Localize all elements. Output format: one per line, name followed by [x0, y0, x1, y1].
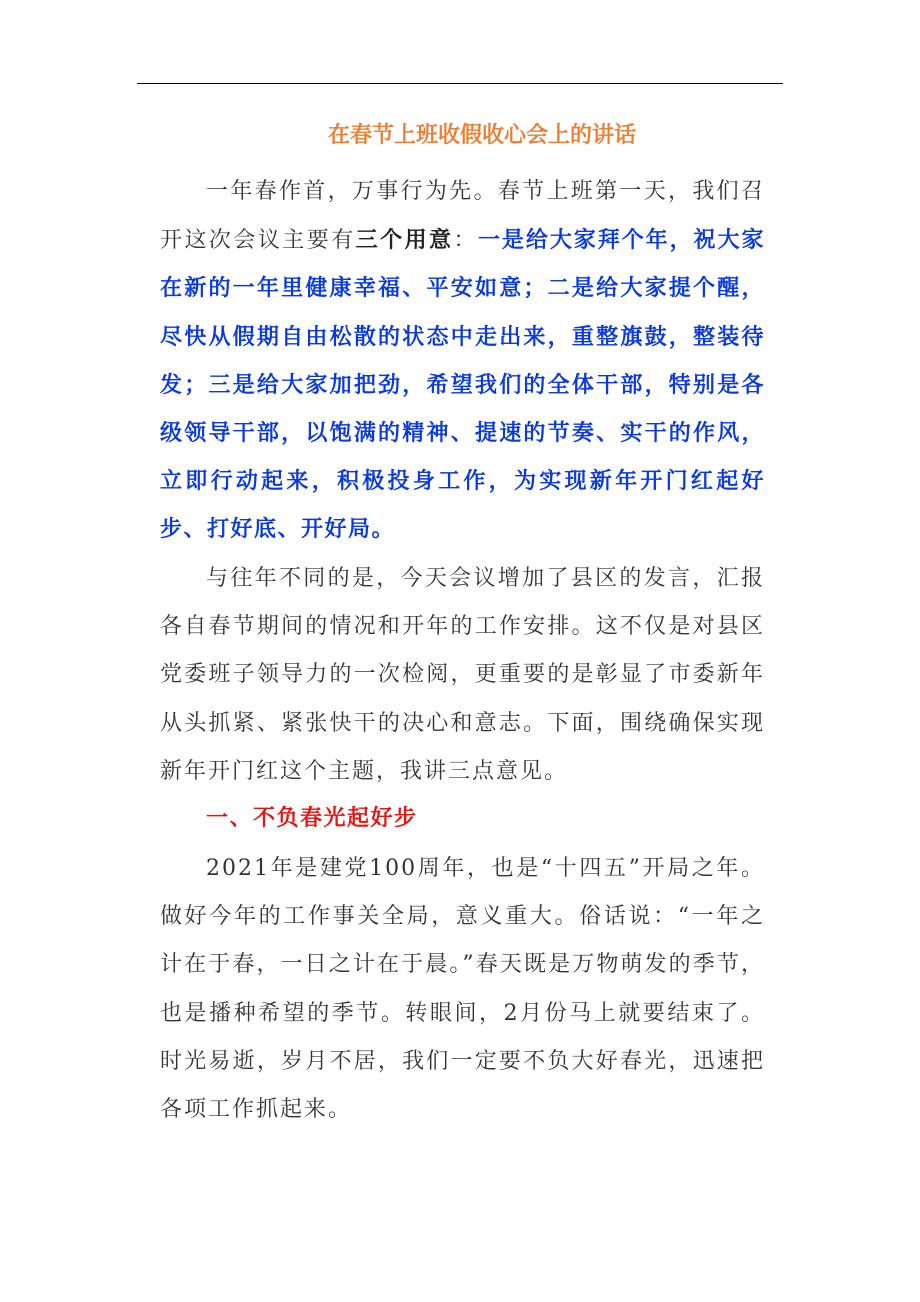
paragraph-meeting: 与往年不同的是，今天会议增加了县区的发言，汇报各自春节期间的情况和开年的工作安排。这不仅是对县区党委班子领导力的一次检阅，更重要的是彰显了市委新年从头抓紧、紧张快干的决心和意志。下面，围绕确保实现新年开门红这个主题，我讲三点意见。: [160, 566, 765, 784]
intro-text: 一年春作首，万事行为先。春节上班第一天，我们召开这次会议主要有: [160, 179, 765, 254]
intro-colon: ：: [453, 228, 478, 254]
purposes-highlight: 一是给大家拜个年，祝大家在新的一年里健康幸福、平安如意；二是给大家提个醒，尽快从假期自由松散的状态中走出来，重整旗鼓，整装待发；三是给大家加把劲，希望我们的全体干部，特别是各级领导干部，以饱满的精神、提速的节奏、实干的作风，立即行动起来，积极投身工作，为实现新年开门红起好步、打好底、开好局。: [160, 228, 765, 543]
paragraph-intro: [160, 168, 765, 555]
paragraph-spring: 2021年是建党100周年，也是“十四五”开局之年。做好今年的工作事关全局，意义重大。俗话说：“一年之计在于春，一日之计在于晨。”春天既是万物萌发的季节，也是播种希望的季节。转眼间，2月份马上就要结束了。时光易逝，岁月不居，我们一定要不负大好春光，迅速把各项工作抓起来。: [160, 856, 765, 1123]
section-heading-1: 一、不负春光起好步: [206, 806, 418, 831]
three-purposes-phrase: 三个用意: [355, 227, 454, 254]
document-title: 在春节上班收假收心会上的讲话: [327, 123, 636, 148]
header-rule: [137, 83, 783, 84]
